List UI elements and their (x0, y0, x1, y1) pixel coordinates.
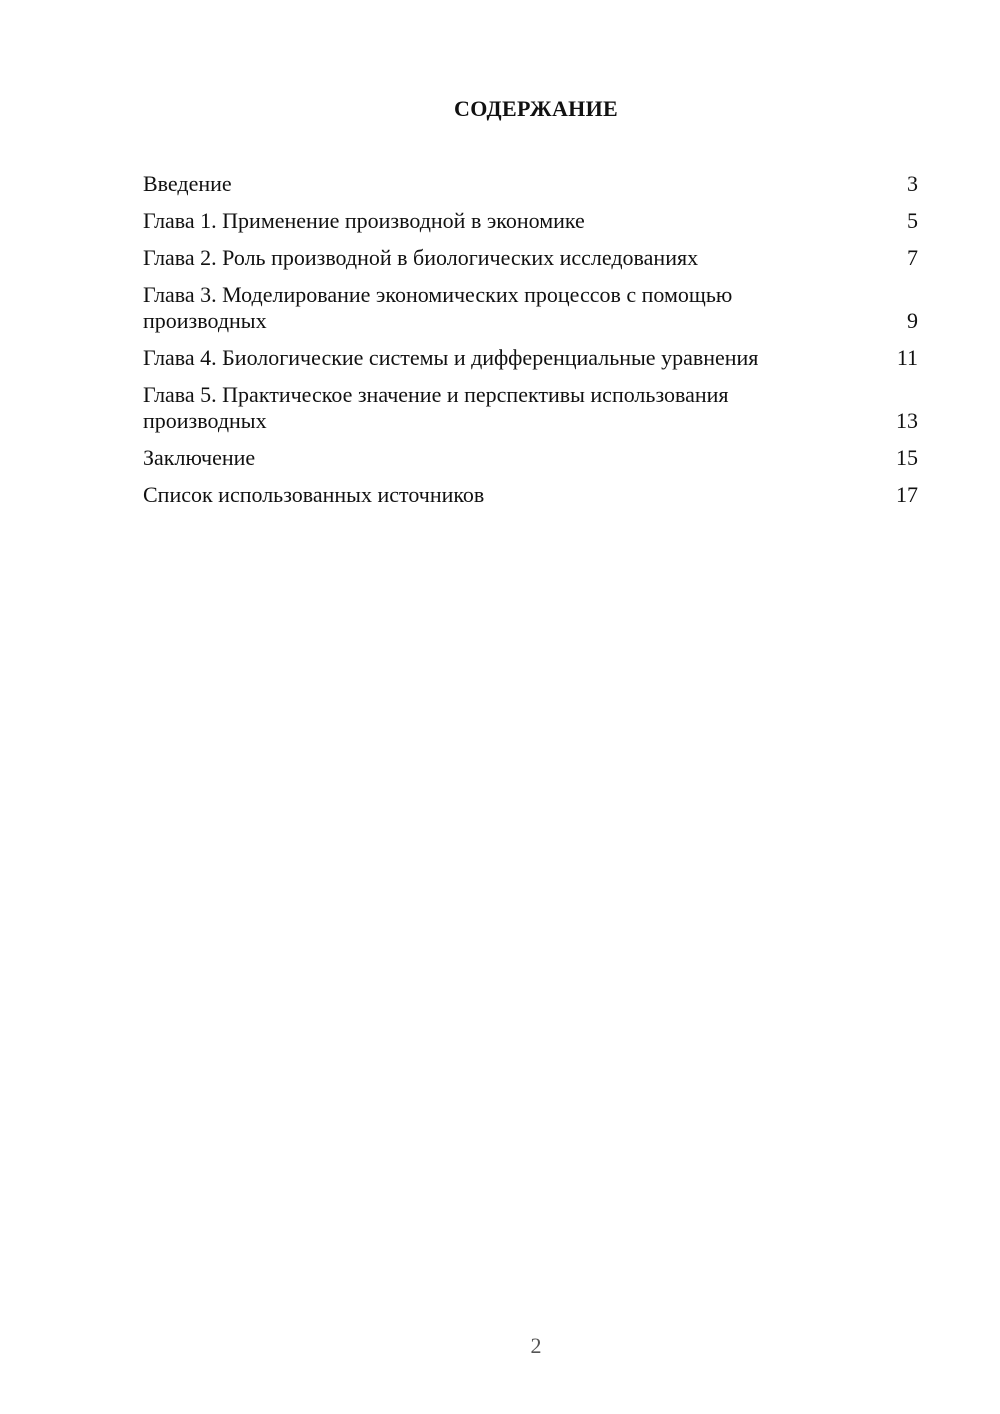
toc-entry-page: 3 (907, 171, 918, 196)
toc-entry-text: Заключение (143, 445, 256, 470)
toc-entry-introduction (143, 171, 918, 197)
toc-entry-chapter-4 (143, 345, 918, 371)
toc-entry-text: Введение (143, 171, 232, 196)
toc-entry-page: 5 (907, 208, 918, 233)
toc-entry-chapter-3 (143, 282, 918, 334)
toc-entry-text: Глава 2. Роль производной в биологических исследованиях (143, 245, 699, 270)
toc-entry-text: Список использованных источников (143, 482, 485, 507)
toc-entry-conclusion (143, 445, 918, 471)
table-of-contents (143, 171, 918, 519)
toc-entry-page: 13 (896, 408, 918, 433)
page-number: 2 (530, 1333, 542, 1358)
toc-entry-page: 11 (896, 345, 918, 370)
toc-entry-page: 15 (896, 445, 918, 470)
toc-entry-page: 17 (896, 482, 918, 507)
toc-entry-chapter-2 (143, 245, 918, 271)
toc-heading: СОДЕРЖАНИЕ (454, 96, 618, 121)
toc-entry-page: 7 (907, 245, 918, 270)
toc-entry-references (143, 482, 918, 508)
toc-entry-text: Глава 5. Практическое значение и перспективы использования производных (143, 382, 729, 433)
toc-entry-chapter-5 (143, 382, 918, 434)
toc-entry-page: 9 (907, 308, 918, 333)
toc-entry-text: Глава 3. Моделирование экономических процессов с помощью производных (143, 282, 733, 333)
toc-entry-text: Глава 1. Применение производной в экономике (143, 208, 585, 233)
toc-entry-text: Глава 4. Биологические системы и дифференциальные уравнения (143, 345, 759, 370)
toc-entry-chapter-1 (143, 208, 918, 234)
